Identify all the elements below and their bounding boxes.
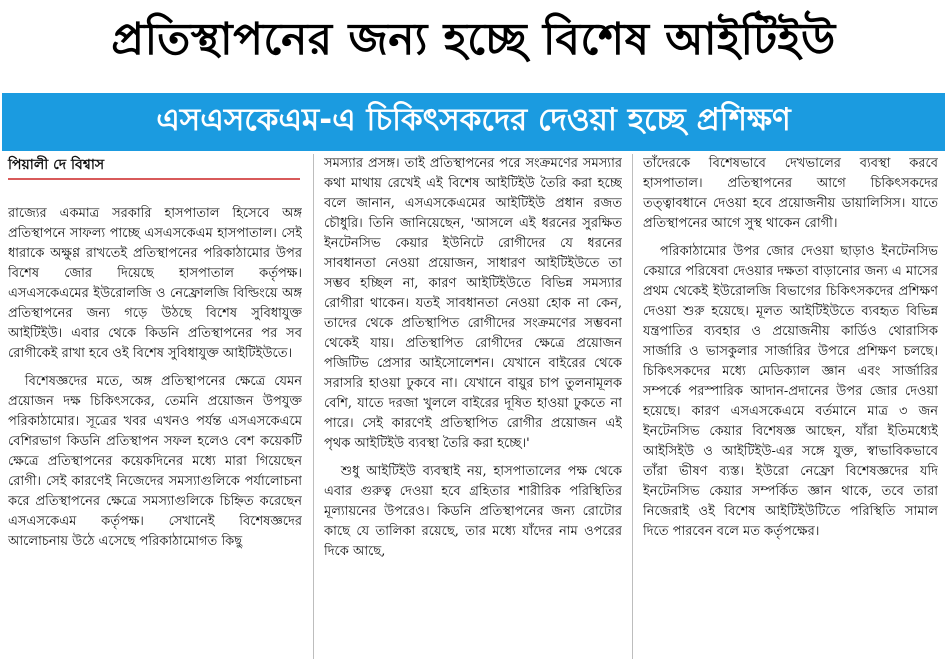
byline-rule [8, 178, 300, 180]
paragraph: শুধু আইটিইউ ব্যবস্থাই নয়, হাসপাতালের পক্ষ থেকে এবার গুরুত্ব দেওয়া হবে গ্রহিতার শারীরিক পরিস্থিতির মূল্যায়নের উপরেও। কিডনি প্রতিস্থাপনের জন্য রোটোর কাছে যে তালিকা রয়েছে, তার মধ্যে যাঁদের নাম ওপরের দিকে আছে, [324, 464, 622, 559]
headline: প্রতিস্থাপনের জন্য হচ্ছে বিশেষ আইটিইউ [111, 14, 836, 65]
paragraph: রাজ্যের একমাত্র সরকারি হাসপাতাল হিসেবে অঙ্গ প্রতিস্থাপনে সাফল্য পাচ্ছে এসএসকেএম হাসপাতাল। সেই ধারাকে অক্ষুণ্ণ রাখতেই প্রতিস্থাপনের পরিকাঠামোর উপর বিশেষ জোর দিয়েছে হাসপাতাল কর্তৃপক্ষ। এসএসকেএমের ইউরোলজি ও নেফ্রোলজি বিল্ডিংয়ে অঙ্গ প্রতিস্থাপনের জন্য গড়ে উঠছে বিশেষ সুবিধাযুক্ত আইটিইউ। এবার থেকে কিডনি প্রতিস্থাপনের পর সব রোগীকেই রাখা হবে ওই বিশেষ সুবিধাযুক্ত আইটিইউতে। [8, 206, 302, 361]
paragraph: পরিকাঠামোর উপর জোর দেওয়া ছাড়াও ইনটেনসিভ কেয়ারে পরিষেবা দেওয়ার দক্ষতা বাড়ানোর জন্য এ মাসের প্রথম থেকেই ইউরোলজি বিভাগের চিকিৎসকদের প্রশিক্ষণ দেওয়া শুরু হয়েছে। মূলত আইটিইউতে ব্যবহৃত বিভিন্ন যন্ত্রপাতির ব্যবহার ও প্রয়োজনীয় কার্ডিও থোরাসিক সার্জারি ও ভাসকুলার সার্জারির উপরে প্রশিক্ষণ চলছে। চিকিৎসকদের মধ্যে মেডিক্যাল জ্ঞান এবং সার্জারির সম্পর্কে পরস্পারিক আদান-প্রদানের উপর জোর দেওয়া হয়েছে। কারণ এসএসকেএমে বর্তমানে মাত্র ৩ জন ইনটেনসিভ কেয়ার বিশেষজ্ঞ আছেন, যাঁরা ইতিমধ্যেই আইসিইউ ও আইটিইউ-এর সঙ্গে যুক্ত, স্বাভাবিকভাবে তাঁরা ভীষণ ব্যস্ত। ইউরো নেফ্রো বিশেষজ্ঞদের যদি ইনটেনসিভ কেয়ার সম্পর্কিত জ্ঞান থাকে, তবে তারা নিজেরাই ওই বিশেষ আইটিইউটিতে পরিস্থিতি সামাল দিতে পারবেন বলে মত কর্তৃপক্ষের। [643, 244, 938, 539]
column-divider-1 [313, 154, 314, 659]
article-column-3 [643, 154, 938, 665]
paragraph: তাঁদেরকে বিশেষভাবে দেখভালের ব্যবস্থা করবে হাসপাতাল। প্রতিস্থাপনের আগে চিকিৎসকদের তত্ত্বাবধানে দেওয়া হবে প্রয়োজনীয় ডায়ালিসিস। যাতে প্রতিস্থাপনের আগে সুস্থ থাকেন রোগী। [643, 156, 938, 231]
article-column-1 [8, 204, 302, 665]
paragraph: সমস্যার প্রসঙ্গ। তাই প্রতিস্থাপনের পরে সংক্রমণের সমস্যার কথা মাথায় রেখেই এই বিশেষ আইটিইউ তৈরি করা হচ্ছে বলে জানান, এসএসকেএমের আইটিইউ প্রধান রজত চৌধুরি। তিনি জানিয়েছেন, 'আসলে এই ধরনের সুরক্ষিত ইনটেনসিভ কেয়ার ইউনিটে রোগীদের যে ধরনের সাবধানতা নেওয়া প্রয়োজন, সাধারণ আইটিইউতে তা সম্ভব হচ্ছিল না, কারণ আইটিইউতে বিভিন্ন সমস্যার রোগীরা থাকেন। যতই সাবধানতা নেওয়া হোক না কেন, তাদের থেকে প্রতিস্থাপিত রোগীদের সংক্রমণের সম্ভবনা থেকেই যায়। প্রতিস্থাপিত রোগীদের ক্ষেত্রে প্রয়োজন পজিটিভ প্রেসার আইসোলেশন। যেখানে বাইরের থেকে সরাসরি হাওয়া ঢুকবে না। যেখানে বায়ুর চাপ তুলনামূলক বেশি, যাতে দরজা খুললে বাইরের দূষিত হাওয়া ঢুকতে না পারে। সেই কারণেই প্রতিস্থাপিত রোগীর প্রয়োজন এই পৃথক আইটিইউ ব্যবস্থা তৈরি করা হচ্ছে।' [324, 156, 622, 451]
byline: পিয়ালী দে বিশ্বাস [8, 157, 105, 173]
column-divider-2 [632, 154, 633, 659]
article-column-2 [324, 154, 622, 665]
subheadline: এসএসকেএম-এ চিকিৎসকদের দেওয়া হচ্ছে প্রশিক্ষণ [156, 102, 791, 138]
subheadline-banner [2, 93, 945, 151]
paragraph: বিশেষজ্ঞদের মতে, অঙ্গ প্রতিস্থাপনের ক্ষেত্রে যেমন প্রয়োজন দক্ষ চিকিৎসকের, তেমনি প্রয়োজন উপযুক্ত পরিকাঠামোর। সূত্রের খবর এখনও পর্যন্ত এসএসকেএমে বেশিরভাগ কিডনি প্রতিস্থাপন সফল হলেও বেশ কয়েকটি ক্ষেত্রে প্রতিস্থাপনের কয়েকদিনের মধ্যে মারা গিয়েছেন রোগী। সেই কারণেই নিজেদের সমস্যাগুলিকে পর্যালোচনা করে প্রতিস্থাপনের ক্ষেত্রে সমস্যাগুলিকে চিহ্নিত করেছেন এসএসকেএম কর্তৃপক্ষ। সেখানেই বিশেষজ্ঞদের আলোচনায় উঠে এসেছে পরিকাঠামোগত কিছু [8, 374, 302, 549]
